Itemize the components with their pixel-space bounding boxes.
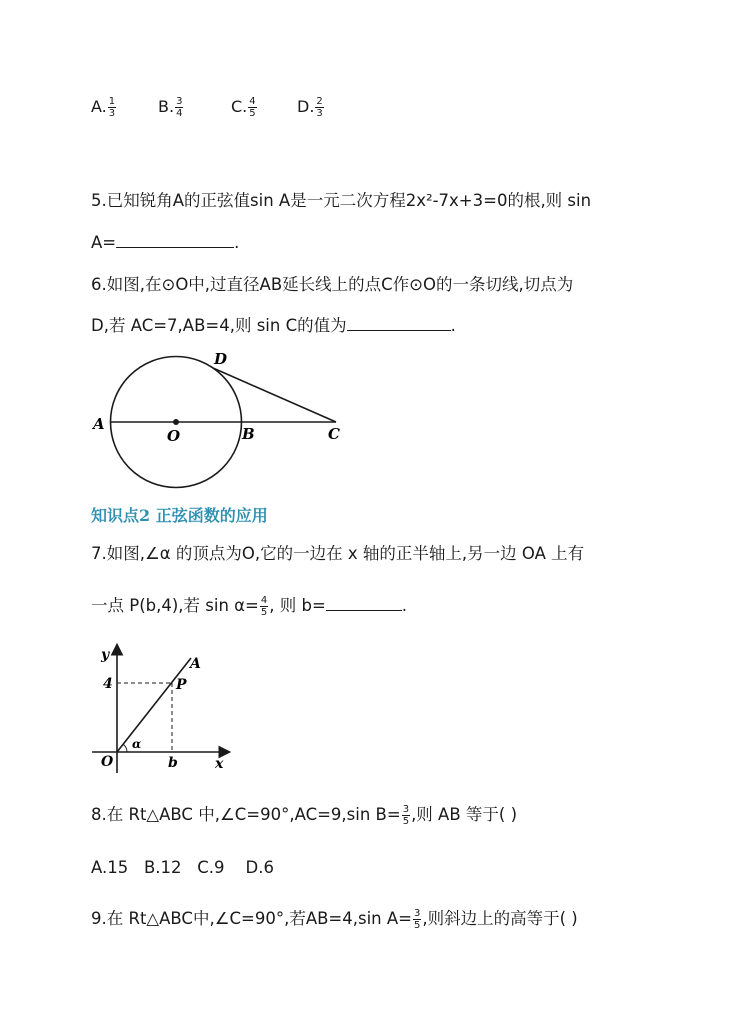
fraction xyxy=(175,96,183,119)
q4-option-c xyxy=(231,96,258,119)
fraction-denominator: 4 xyxy=(176,108,183,119)
q4-option-d xyxy=(297,96,325,119)
fraction xyxy=(248,96,256,119)
q5-line-1: 5.已知锐角A的正弦值sin A是一元二次方程2x²-7x+3=0的根,则 sin xyxy=(91,191,592,210)
q5-answer-blank[interactable] xyxy=(116,231,234,248)
fraction-denominator: 5 xyxy=(402,816,410,827)
fraction-denominator: 5 xyxy=(260,607,268,618)
q7-line-2-mid: , 则 b= xyxy=(269,596,326,615)
q7-answer-blank[interactable] xyxy=(326,594,402,611)
q6-line-1: 6.如图,在⊙O中,过直径AB延长线上的点C作⊙O的一条切线,切点为 xyxy=(91,275,574,294)
fraction xyxy=(413,908,421,931)
label-o: O xyxy=(101,754,114,770)
angle-arc xyxy=(124,745,128,753)
fraction-denominator: 3 xyxy=(316,108,323,119)
fraction-numerator: 2 xyxy=(316,96,323,107)
q6-period: . xyxy=(450,316,456,335)
label-alpha: α xyxy=(132,737,142,751)
label-x: x xyxy=(215,756,224,772)
q6-answer-blank[interactable] xyxy=(347,314,451,331)
q8-prefix: 8.在 Rt△ABC 中,∠C=90°,AC=9,sin B= xyxy=(91,805,401,824)
q4-option-letter: A. xyxy=(91,97,107,116)
q9-suffix: ,则斜边上的高等于( ) xyxy=(422,909,578,928)
fraction-denominator: 5 xyxy=(249,108,256,119)
label-p: P xyxy=(176,677,187,693)
q4-option-letter: D. xyxy=(297,97,315,116)
label-y: y xyxy=(101,647,110,663)
fraction-numerator: 3 xyxy=(414,908,421,919)
q7-angle-coordinate-figure xyxy=(88,640,238,774)
q7-line-2-prefix: 一点 P(b,4),若 sin α= xyxy=(91,596,259,615)
q8-question xyxy=(91,803,517,827)
fraction-numerator: 3 xyxy=(402,804,410,815)
fraction-numerator: 1 xyxy=(108,96,116,107)
fraction-numerator: 3 xyxy=(176,96,183,107)
label-c: C xyxy=(328,425,340,443)
center-point-o xyxy=(173,419,179,425)
label-four: 4 xyxy=(103,676,113,692)
section-heading: 知识点2 正弦函数的应用 xyxy=(91,506,268,525)
fraction-numerator: 4 xyxy=(260,595,268,606)
q4-option-letter: C. xyxy=(231,97,248,116)
q4-option-letter: B. xyxy=(158,97,175,116)
tangent-line-dc xyxy=(213,368,336,422)
q9-prefix: 9.在 Rt△ABC中,∠C=90°,若AB=4,sin A= xyxy=(91,909,412,928)
fraction-denominator: 3 xyxy=(108,108,116,119)
label-a: A xyxy=(93,415,105,433)
q7-period: . xyxy=(401,596,408,615)
q6-line-2 xyxy=(91,314,456,338)
q4-option-a xyxy=(91,96,117,119)
fraction-denominator: 5 xyxy=(414,920,421,931)
fraction xyxy=(260,595,268,618)
label-a: A xyxy=(190,656,201,672)
fraction-numerator: 4 xyxy=(249,96,256,107)
label-o: O xyxy=(167,427,181,445)
fraction xyxy=(108,96,116,119)
q6-answer-prefix: D,若 AC=7,AB=4,则 sin C的值为 xyxy=(91,316,347,335)
q7-line-1: 7.如图,∠α 的顶点为O,它的一边在 x 轴的正半轴上,另一边 OA 上有 xyxy=(91,544,585,563)
q4-option-b xyxy=(158,96,184,119)
q8-options: A.15 B.12 C.9 D.6 xyxy=(91,858,274,877)
label-b: B xyxy=(242,425,255,443)
q5-period: . xyxy=(234,233,240,252)
q8-suffix: ,则 AB 等于( ) xyxy=(411,805,518,824)
q5-line-2 xyxy=(91,231,239,255)
q6-circle-tangent-figure xyxy=(88,345,350,493)
q9-question xyxy=(91,907,578,931)
ray-oa xyxy=(117,658,191,752)
fraction xyxy=(402,804,410,827)
fraction xyxy=(315,96,323,119)
label-b: b xyxy=(168,755,178,771)
q7-line-2 xyxy=(91,594,407,618)
q5-answer-prefix: A= xyxy=(91,233,117,252)
label-d: D xyxy=(214,350,228,368)
